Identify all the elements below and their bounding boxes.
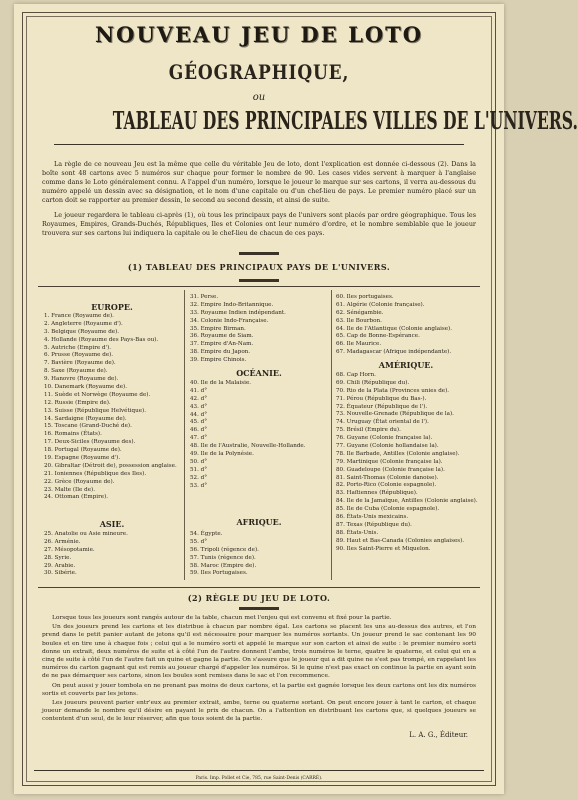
list-item: 13. Suisse (République Helvétique). — [44, 407, 146, 414]
list-item: 34. Colonie Indo-Française. — [190, 317, 269, 324]
list-item: 5. Autriche (Empire d'). — [44, 344, 112, 351]
heading-afrique: AFRIQUE. — [236, 517, 282, 527]
list-item: 31. Perse. — [190, 294, 219, 300]
list-item: 51. d° — [190, 466, 208, 473]
list-item: 52. d° — [190, 474, 208, 481]
list-item: 2. Angleterre (Royaume d'). — [44, 320, 123, 327]
list-item: 1. France (Royaume de). — [44, 313, 114, 319]
list-item: 55. d° — [190, 538, 208, 545]
list-item: 87. Texas (République du). — [336, 521, 412, 528]
list-item: 68. Cap Horn. — [336, 372, 376, 378]
poster-sheet — [14, 4, 578, 794]
list-item: 15. Toscane (Grand-Duché de). — [44, 423, 132, 430]
list-item: 43. d° — [190, 403, 208, 410]
list-item: 41. d° — [190, 387, 208, 394]
section-2-title: (2) RÈGLE DU JEU DE LOTO. — [187, 593, 331, 603]
list-item: 72. Équateur (République de l'). — [336, 403, 428, 410]
list-item: 11. Suède et Norwège (Royaume de). — [44, 391, 151, 398]
list-item: 4. Hollande (Royaume des Pays-Bas ou). — [44, 336, 159, 343]
heading-amerique: AMÉRIQUE. — [378, 360, 434, 370]
list-item: 33. Royaume Indien indépendant. — [190, 309, 286, 316]
list-item: 74. Uruguay (État oriental de l'). — [336, 419, 429, 426]
list-item: 80. Guadeloupe (Colonie française la). — [336, 466, 445, 473]
list-item: 30. Sibérie. — [44, 570, 77, 577]
europe-list — [44, 313, 182, 502]
editor-signature: L. A. G., Éditeur. — [409, 731, 468, 739]
list-item: 82. Porto-Rico (Colonie espagnole). — [336, 482, 437, 489]
list-item: 60. Iles portugaises. — [336, 294, 394, 300]
list-item: 58. Maroc (Empire de). — [190, 562, 257, 569]
list-item: 90. Iles Saint-Pierre et Miquelon. — [336, 545, 431, 552]
rules-paragraph: Les joueurs peuvent parier entr'eux au premier extrait, ambe, terne ou quaterne sortant. On peut encore jouer à tant le carton, et chaque joueur demande le nombre qu'il désire en payant le prix de chacun. On a l'attention en distribuant les cartons que, si quelques joueurs se contentent d'un seul, de le leur réserver, afin que tous soient de la partie. — [42, 700, 476, 723]
list-item: 59. Iles Portugaises. — [190, 570, 248, 577]
section-1-title: (1) TABLEAU DES PRINCIPAUX PAYS DE L'UNIVERS. — [127, 262, 391, 272]
list-item: 81. Saint-Thomas (Colonie danoise). — [336, 474, 439, 481]
column-divider — [184, 290, 185, 580]
rules-paragraph: On peut aussi y jouer tombola en ne prenant pas moins de deux cartons, et la partie est gagnée lorsque les deux cartons ont les dix numéros sortis et couverts par les jetons. — [42, 682, 476, 697]
list-item: 19. Espagne (Royaume d'). — [44, 455, 121, 462]
list-item: 8. Saxe (Royaume de). — [44, 368, 108, 375]
ornament-divider — [239, 279, 279, 282]
list-item: 26. Arménie. — [44, 538, 81, 545]
list-item: 54. Égypte. — [190, 531, 223, 537]
intro-paragraph-2: Le joueur regardera le tableau ci-après (1), où tous les principaux pays de l'univers sont placés par ordre géographique. Tous les Royaumes, Empires, Grands-Duchés, Républiques, Iles et Colonies ont leur numéro d'ordre, et le nombre semblable que le joueur trouvera sur ses cartons lui indiquera la capitale ou le chef-lieu de chacun de ces pays. — [42, 211, 476, 237]
list-item: 64. Ile de l'Atlantique (Colonie anglaise). — [336, 325, 453, 332]
list-item: 53. d° — [190, 482, 208, 489]
list-item: 17. Deux-Siciles (Royaume des). — [44, 439, 136, 446]
list-item: 76. Guyane (Colonie française la). — [336, 435, 433, 442]
list-item: 44. d° — [190, 411, 208, 418]
ornament-divider — [239, 252, 279, 255]
list-item: 73. Nouvelle-Grenade (République de la). — [336, 411, 454, 418]
list-item: 37. Empire d'An-Nam. — [190, 341, 254, 348]
list-item: 75. Brésil (Empire du). — [336, 427, 401, 434]
list-item: 23. Malte (Ile de). — [44, 486, 95, 493]
list-item: 85. Ile de Cuba (Colonie espagnole). — [336, 506, 440, 513]
list-item: 27. Mésopotamie. — [44, 546, 95, 553]
rules-paragraph: Un des joueurs prend les cartons et les distribue à chacun par nombre égal. Les cartons se placent les uns au-dessus des autres, et l'on prend dans le petit panier autant de jetons qu'il est nécessaire pour marquer les numéros sortants. Un joueur prend le sac contenant les 90 boules et en tire une à chaque fois ; celui qui a le numéro sorti et appelé le marque sur son carton et ainsi de suite : le premier numéro sorti donne un extrait, deux numéros de suite et à côté l'un de l'autre donnent l'ambe, trois numéros le terne, quatre le quaterne, et celui qui en a cinq de suite à côté l'un de l'autre fait un quine et gagne la partie. On s'assure que le joueur qui a dit quine ne s'est pas trompé, en rappelant les numéros du carton gagnant qui est remis au joueur chargé d'appeler les numéros. Si le quine n'est pas exact on continue la partie en ayant soin de ne pas démarquer ses cartons, sinon les boules sont remises dans le sac et l'on recommence. — [42, 624, 476, 680]
title-line-3: TABLEAU DES PRINCIPALES VILLES DE L'UNIVERS. — [112, 106, 578, 135]
list-item: 78. Ile Barbade, Antilles (Colonie anglaise). — [336, 450, 460, 457]
list-item: 70. Rio de la Plata (Provinces unies de). — [336, 387, 450, 394]
list-item: 63. Ile Bourbon. — [336, 317, 382, 324]
afrique-list — [190, 531, 328, 578]
list-item: 88. États-Unis. — [336, 529, 379, 536]
asie-list — [44, 531, 182, 578]
title-line-2: GÉOGRAPHIQUE, — [168, 60, 350, 84]
list-item: 47. d° — [190, 435, 208, 442]
list-item: 50. d° — [190, 458, 208, 465]
list-item: 20. Gibraltar (Détroit de), possession anglaise. — [44, 462, 177, 469]
list-item: 38. Empire du Japon. — [190, 349, 251, 356]
heading-europe: EUROPE. — [91, 302, 133, 312]
list-item: 67. Madagascar (Afrique indépendante). — [336, 349, 452, 356]
list-item: 83. Haïtiennes (République). — [336, 490, 418, 497]
list-item: 49. Ile de la Polynésie. — [190, 451, 254, 458]
list-item: 46. d° — [190, 427, 208, 434]
list-item: 6. Prusse (Royaume de). — [44, 352, 114, 359]
list-item: 69. Chili (République du). — [336, 379, 410, 386]
list-item: 40. Ile de la Malaisie. — [190, 380, 252, 386]
list-item: 32. Empire Indo-Britannique. — [190, 301, 274, 308]
afrique-cont-list — [336, 294, 478, 357]
oceanie-list — [190, 380, 328, 490]
heading-oceanie: OCÉANIE. — [236, 368, 282, 378]
list-item: 21. Ioniennes (République des Iles). — [44, 470, 147, 477]
list-item: 22. Grèce (Royaume de). — [44, 478, 115, 485]
list-item: 42. d° — [190, 395, 208, 402]
list-item: 57. Tunis (régence de). — [190, 554, 256, 561]
list-item: 18. Portugal (Royaume de). — [44, 447, 122, 454]
list-item: 65. Cap de Bonne-Espérance. — [336, 333, 420, 340]
rules-paragraph: Lorsque tous les joueurs sont rangés autour de la table, chacun met l'enjeu qui est convenu et fixé pour la partie. — [52, 615, 392, 621]
list-item: 66. Ile Maurice. — [336, 341, 382, 348]
list-item: 16. Romains (États). — [44, 431, 102, 438]
footer-rule — [34, 770, 484, 771]
list-item: 10. Danemark (Royaume de). — [44, 384, 127, 391]
list-item: 39. Empire Chinois. — [190, 357, 247, 364]
list-item: 36. Royaume de Siam. — [190, 333, 254, 340]
list-item: 62. Sénégambie. — [336, 309, 384, 316]
column-divider — [331, 290, 332, 580]
list-item: 24. Ottoman (Empire). — [44, 494, 109, 501]
title-line-1: NOUVEAU JEU DE LOTO — [94, 22, 424, 47]
list-item: 7. Bavière (Royaume de). — [44, 360, 116, 367]
list-item: 45. d° — [190, 419, 208, 426]
list-item: 86. États-Unis mexicains. — [336, 514, 409, 521]
list-item: 89. Haut et Bas-Canada (Colonies anglaises). — [336, 537, 465, 544]
amerique-list — [336, 372, 478, 553]
list-item: 28. Syrie. — [44, 554, 72, 561]
list-item: 79. Martinique (Colonie française la). — [336, 458, 443, 465]
list-item: 84. Ile de la Jamaïque, Antilles (Colonie anglaise). — [336, 498, 478, 505]
list-item: 61. Algérie (Colonie française). — [336, 301, 425, 308]
asie-cont-list — [190, 294, 328, 365]
intro-paragraph-1: La règle de ce nouveau Jeu est la même que celle du véritable Jeu de loto, dont l'explication est donnée ci-dessous (2). Dans la boîte sont 48 cartons avec 5 numéros sur chaque pour former le nombre de 90. Les cases vides servent à marquer à l'anglaise comme dans le Loto généralement connu. A l'appel d'un numéro, lorsque le joueur le marque sur ses cartons, il verra au-dessous du numéro appelé un dessin avec sa désignation, et le nom d'une capitale ou d'un chef-lieu de pays. Le premier numéro placé sur un carton doit se rapporter au premier dessin, le second au second dessin, et ainsi de suite. — [42, 160, 476, 204]
list-item: 56. Tripoli (régence de). — [190, 546, 259, 553]
list-item: 71. Pérou (République du Bas-). — [336, 395, 427, 402]
list-item: 3. Belgique (Royaume de). — [44, 328, 120, 335]
printer-imprint: Paris. Imp. Pollet et Cie, 785, rue Saint-Denis (CARRÉ). — [195, 776, 323, 781]
list-item: 35. Empire Birman. — [190, 325, 246, 332]
title-rule — [54, 144, 464, 145]
list-item: 9. Hanovre (Royaume de). — [44, 376, 119, 383]
title-or: ou — [252, 92, 266, 103]
list-item: 12. Russie (Empire de). — [44, 399, 111, 406]
list-item: 14. Sardaigne (Royaume de). — [44, 415, 127, 422]
rules-text — [42, 614, 476, 725]
list-item: 48. Ile de l'Australie, Nouvelle-Hollande. — [190, 443, 306, 450]
ornament-divider — [239, 607, 279, 610]
heading-asie: ASIE. — [99, 519, 125, 529]
list-item: 25. Anatolie ou Asie mineure. — [44, 531, 128, 537]
list-item: 29. Arabie. — [44, 562, 76, 569]
list-item: 77. Guyane (Colonie hollandaise la). — [336, 443, 439, 450]
